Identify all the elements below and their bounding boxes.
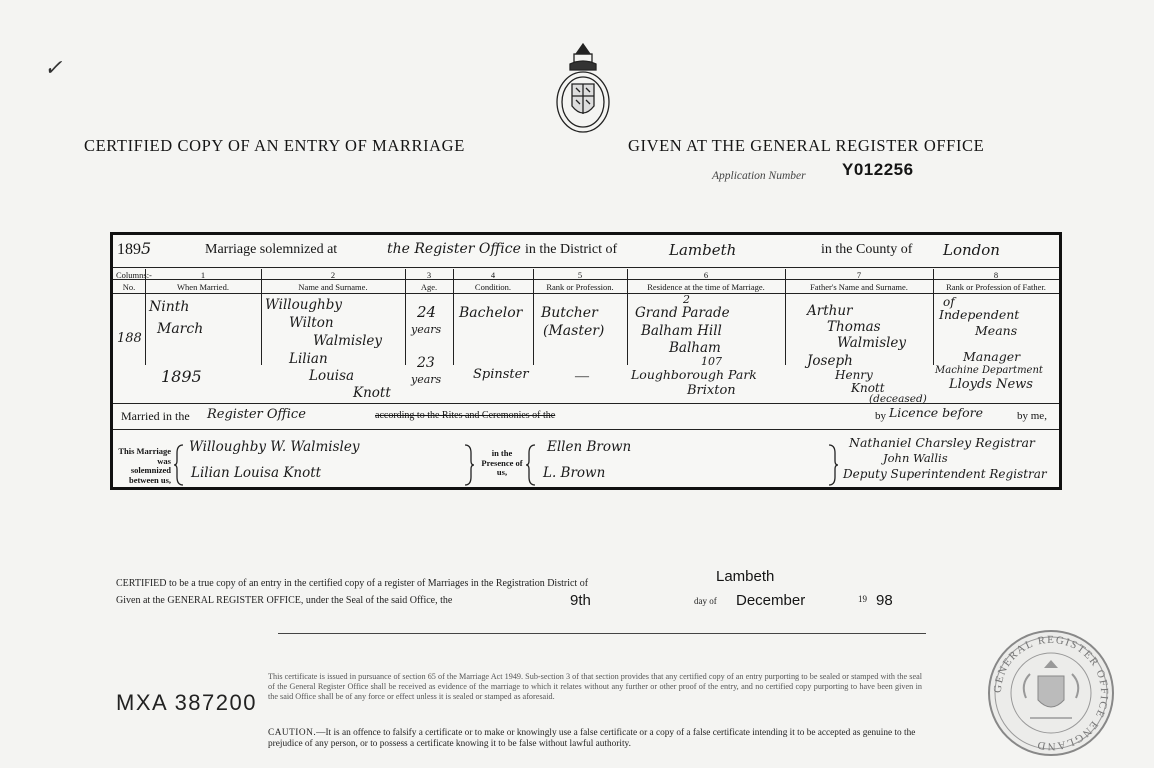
presence-label: in the Presence of us,	[481, 448, 523, 477]
register-entry-table	[110, 232, 1062, 490]
witness-right-brace-icon	[827, 443, 839, 487]
svg-text:GENERAL REGISTER OFFICE ENGLAN: GENERAL REGISTER OFFICE ENGLAND	[991, 633, 1111, 753]
place-of-marriage: the Register Office	[387, 241, 521, 257]
bride-condition: Spinster	[473, 367, 529, 382]
check-mark: ✓	[44, 56, 63, 81]
groom-name-1: Willoughby	[265, 297, 343, 313]
right-brace-icon	[463, 443, 475, 487]
left-brace-icon	[173, 443, 185, 487]
groom-residence-number: 2	[683, 293, 690, 306]
header-father-name: Father's Name and Surname.	[810, 282, 908, 292]
col-number-2: 2	[330, 270, 336, 280]
bride-father-3: Knott	[851, 381, 885, 395]
register-year: 1895	[117, 239, 152, 258]
solemnized-label: Marriage solemnized at	[205, 242, 338, 257]
application-number-label: Application Number	[712, 170, 806, 182]
bride-residence-2: Brixton	[687, 383, 736, 398]
solemnized-between-label: This Marriage was solemnized between us,	[118, 446, 171, 485]
header-father-rank: Rank or Profession of Father.	[946, 282, 1046, 292]
header-rank: Rank or Profession.	[546, 282, 614, 292]
when-married-day: Ninth	[149, 299, 190, 315]
county-name: London	[943, 241, 1000, 259]
col-number-5: 5	[577, 270, 583, 280]
groom-residence-1: Grand Parade	[635, 305, 730, 321]
by-licence: Licence before	[889, 405, 984, 420]
rites-text: according to the Rites and Ceremonies of the	[375, 410, 556, 421]
royal-crest-icon	[552, 40, 614, 136]
header-no: No.	[122, 282, 136, 292]
certified-month: December	[736, 592, 806, 609]
certified-district: Lambeth	[716, 568, 775, 585]
when-married-month: March	[157, 321, 204, 337]
header-age: Age.	[420, 282, 438, 292]
bride-age: 23	[417, 355, 435, 371]
district-name: Lambeth	[669, 241, 737, 259]
bride-name-3: Knott	[353, 385, 391, 401]
certification-line-1: CERTIFIED to be a true copy of an entry in the certified copy of a register of Marriages in the Registration District of	[116, 578, 589, 589]
bride-father-4: (deceased)	[869, 393, 927, 405]
certified-year: 98	[876, 592, 893, 609]
bride-father-2: Henry	[835, 368, 873, 382]
deputy-superintendent-title: Deputy Superintendent Registrar	[843, 467, 1047, 481]
county-label: in the County of	[821, 242, 913, 257]
col-number-1: 1	[200, 270, 206, 280]
witness-2-signature: L. Brown	[543, 465, 606, 481]
divider-line	[278, 633, 926, 634]
header-when-married: When Married.	[177, 282, 229, 292]
groom-residence-3: Balham	[669, 340, 721, 356]
bride-rank: —	[575, 369, 589, 384]
groom-residence-2: Balham Hill	[641, 323, 722, 339]
caution-notice: CAUTION.—It is an offence to falsify a certificate or to make or knowingly use a false certificate or a copy of a false certificate intending it to be accepted as genuine to the prejudice of any person, or to possess a certificate knowing it to be false without lawful authority.	[268, 728, 916, 749]
witness-left-brace-icon	[525, 443, 537, 487]
groom-name-2: Wilton	[289, 315, 334, 331]
married-in-label: Married in the	[121, 409, 190, 423]
col-number-4: 4	[490, 270, 496, 280]
header-condition: Condition.	[474, 282, 512, 292]
bride-father-1: Joseph	[807, 353, 853, 369]
when-married-year: 1895	[161, 367, 202, 386]
certified-day: 9th	[570, 592, 591, 609]
bride-father-rank-3: Lloyds News	[949, 377, 1033, 392]
legal-notice: This certificate is issued in pursuance of section 65 of the Marriage Act 1949. Sub-section 3 of that section provides that any certified copy of an entry purporting to be sealed or stamped with the seal of the General Register Office shall be received as evidence of the marriage to which it relates without any further or other proof of the entry, and no certified copy purporting to have been given in the said Office shall be of any force or effect unless it is sealed or stamped as aforesaid.	[268, 672, 922, 702]
groom-father-2: Thomas	[827, 319, 881, 335]
application-number: Y012256	[842, 160, 914, 179]
groom-father-3: Walmisley	[837, 335, 907, 351]
bride-name-1: Lilian	[289, 351, 328, 367]
certification-line-2: Given at the GENERAL REGISTER OFFICE, under the Seal of the said Office, the	[116, 595, 453, 606]
columns-label: Columns:-	[116, 270, 152, 280]
bride-residence-1: Loughborough Park	[631, 367, 757, 382]
issuing-office: GIVEN AT THE GENERAL REGISTER OFFICE	[628, 136, 985, 155]
groom-name-3: Walmisley	[313, 333, 383, 349]
by-label: by	[875, 410, 886, 422]
groom-father-rank-1: of	[943, 295, 955, 309]
groom-rank: Butcher	[541, 305, 598, 321]
bride-age-unit: years	[411, 373, 442, 386]
col-number-3: 3	[426, 270, 432, 280]
col-number-6: 6	[703, 270, 709, 280]
col-number-7: 7	[856, 270, 862, 280]
married-in-place: Register Office	[207, 407, 306, 422]
bride-father-rank-2: Machine Department	[935, 365, 1043, 376]
district-label: in the District of	[525, 242, 618, 257]
groom-condition: Bachelor	[459, 305, 523, 321]
header-residence: Residence at the time of Marriage.	[647, 282, 765, 292]
col-number-8: 8	[993, 270, 999, 280]
certificate-serial-number: MXA 387200	[116, 690, 257, 715]
groom-signature: Willoughby W. Walmisley	[189, 439, 360, 455]
registrar-signature: Nathaniel Charsley Registrar	[849, 435, 1035, 450]
groom-father-1: Arthur	[807, 303, 853, 319]
groom-age-unit: years	[411, 323, 442, 336]
groom-father-rank-2: Independent	[939, 307, 1020, 322]
witness-1-signature: Ellen Brown	[547, 439, 632, 455]
groom-father-rank-3: Means	[975, 323, 1018, 338]
deputy-signature: John Wallis	[883, 451, 948, 465]
bride-name-2: Louisa	[309, 368, 355, 384]
general-register-office-seal-icon	[986, 628, 1116, 758]
by-me-label: by me,	[1017, 410, 1047, 422]
day-of-label: day of	[694, 596, 717, 606]
entry-number: 188	[117, 331, 142, 346]
bride-residence-number: 107	[701, 355, 722, 368]
certificate-title: CERTIFIED COPY OF AN ENTRY OF MARRIAGE	[84, 136, 465, 155]
year-prefix: 19	[858, 594, 867, 604]
groom-age: 24	[417, 303, 437, 321]
header-name: Name and Surname.	[298, 282, 368, 292]
groom-rank-qualifier: (Master)	[543, 323, 605, 339]
bride-father-rank-1: Manager	[963, 349, 1021, 364]
bride-signature: Lilian Louisa Knott	[191, 465, 322, 481]
